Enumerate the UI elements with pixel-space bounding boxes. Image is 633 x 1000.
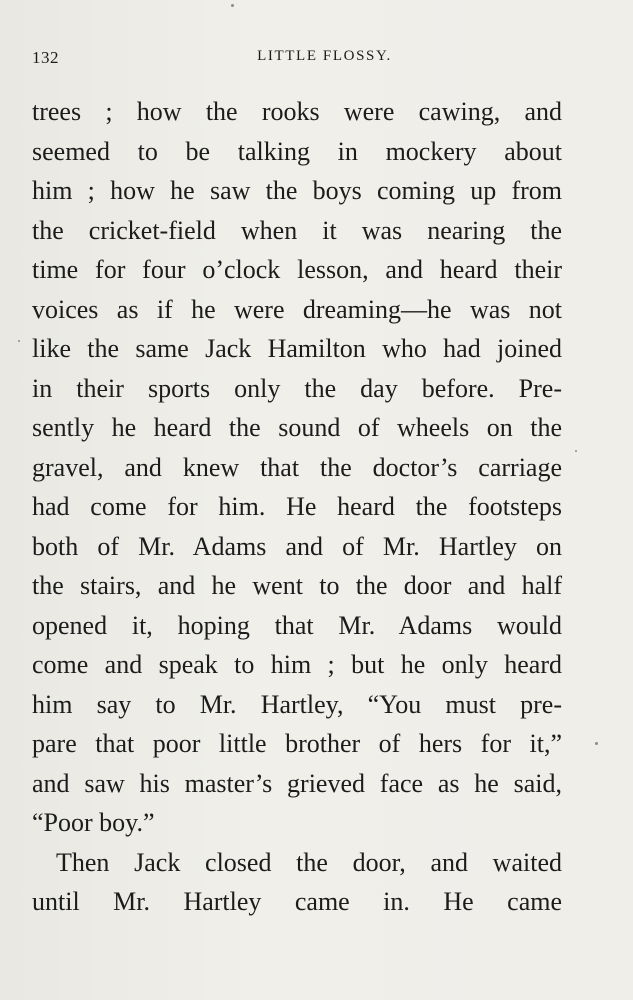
text-line: voices as if he were dreaming—he was not [32,294,562,324]
print-speck [575,450,577,452]
text-line: seemed to be talking in mockery about [32,136,562,166]
text-line: opened it, hoping that Mr. Adams would [32,610,562,640]
print-speck [18,340,20,342]
text-line: had come for him. He heard the footsteps [32,492,562,521]
text-line: “Poor boy.” [32,808,155,837]
paragraph [32,843,562,922]
text-line: the stairs, and he went to the door and half [32,571,562,600]
text-line: both of Mr. Adams and of Mr. Hartley on [32,531,562,561]
text-line: pare that poor little brother of hers for it,” [32,729,562,758]
paragraph [32,92,562,843]
text-line: come and speak to him ; but he only heard [32,650,562,679]
text-line: him ; how he saw the boys coming up from [32,176,562,205]
text-line: sently he heard the sound of wheels on the [32,413,562,442]
running-title: LITTLE FLOSSY. [257,48,392,64]
text-line: until Mr. Hartley came in. He came [32,887,562,916]
text-line: gravel, and knew that the doctor’s carriage [32,452,562,482]
text-line: like the same Jack Hamilton who had joined [32,334,562,363]
page-number: 132 [32,48,59,67]
print-speck [231,4,234,7]
text-line: the cricket-field when it was nearing the [32,215,562,245]
body-text [32,92,562,922]
text-line: Then Jack closed the door, and waited [56,847,562,877]
text-line: him say to Mr. Hartley, “You must pre- [32,689,562,719]
running-head [32,48,593,72]
text-line: trees ; how the rooks were cawing, and [32,97,562,126]
text-line: and saw his master’s grieved face as he said, [32,768,562,798]
print-speck [595,742,598,745]
text-line: time for four o’clock lesson, and heard their [32,255,562,284]
text-line: in their sports only the day before. Pre- [32,373,562,403]
